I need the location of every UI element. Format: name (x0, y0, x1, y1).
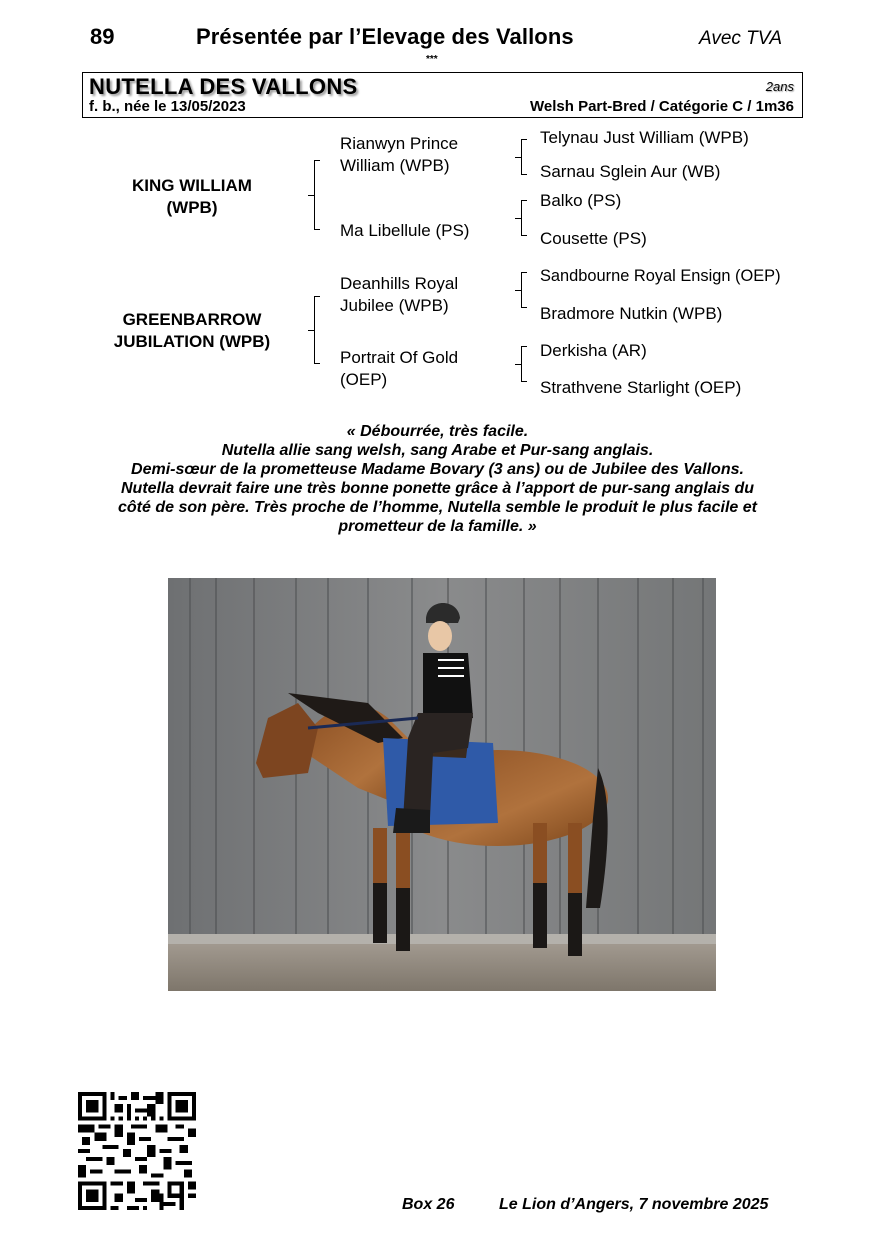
bracket-dd (521, 346, 527, 382)
pedigree-ss-line2: William (WPB) (340, 156, 450, 175)
pedigree-dd-line2: (OEP) (340, 370, 388, 389)
bracket-sire (314, 160, 320, 230)
pedigree-sss: Telynau Just William (WPB) (540, 128, 749, 147)
pedigree-sire (96, 175, 288, 219)
bracket-dam-tick (308, 330, 314, 331)
horse-breed: Welsh Part-Bred / Catégorie C / 1m36 (530, 98, 794, 115)
bracket-sd (521, 200, 527, 236)
horse-description (80, 422, 795, 536)
pedigree-sire-line1: KING WILLIAM (132, 176, 252, 195)
pedigree-dam-line1: GREENBARROW (122, 310, 262, 329)
pedigree-dsd: Bradmore Nutkin (WPB) (540, 304, 723, 323)
pedigree-dam-line2: JUBILATION (WPB) (113, 332, 271, 351)
bracket-ds (521, 272, 527, 308)
description-line: prometteur de la famille. » (338, 518, 537, 535)
bracket-dd-tick (515, 364, 521, 365)
horse-birth: f. b., née le 13/05/2023 (89, 98, 246, 115)
horse-name: NUTELLA DES VALLONS (89, 74, 358, 99)
pedigree-dds: Derkisha (AR) (540, 341, 647, 360)
pedigree-ds-line1: Deanhills Royal (340, 274, 459, 293)
pedigree-sire-line2: (WPB) (166, 198, 218, 217)
qr-code[interactable] (78, 1092, 196, 1210)
description-line: côté de son père. Très proche de l’homme, Nutella semble le produit le plus facile et (118, 499, 757, 516)
bracket-sd-tick (515, 218, 521, 219)
pedigree-ddd: Strathvene Starlight (OEP) (540, 378, 742, 397)
pedigree-ssd: Sarnau Sglein Aur (WB) (540, 162, 721, 181)
pedigree-dss: Sandbourne Royal Ensign (OEP) (540, 267, 781, 285)
horse-age: 2ans (765, 79, 794, 94)
description-line: Demi-sœur de la prometteuse Madame Bovary (3 ans) ou de Jubilee des Vallons. (131, 461, 744, 478)
pedigree-dd (340, 347, 458, 391)
sale-place-date: Le Lion d’Angers, 7 novembre 2025 (499, 1196, 769, 1213)
tax-status: Avec TVA (699, 28, 783, 49)
bracket-dam (314, 296, 320, 364)
description-line: « Débourrée, très facile. (346, 423, 529, 440)
horse-info-box (82, 72, 803, 118)
pedigree-dd-line1: Portrait Of Gold (340, 348, 459, 367)
presenter-title: Présentée par l’Elevage des Vallons (196, 24, 574, 49)
description-line: Nutella allie sang welsh, sang Arabe et Pur-sang anglais. (221, 442, 654, 459)
pedigree-ds-line2: Jubilee (WPB) (340, 296, 449, 315)
pedigree-sd: Ma Libellule (PS) (340, 221, 470, 240)
pedigree-sdd: Cousette (PS) (540, 229, 647, 248)
pedigree-ds (340, 273, 458, 317)
horse-photo (168, 578, 716, 991)
pedigree-ss (340, 133, 458, 177)
lot-number: 89 (90, 24, 115, 49)
pedigree-ss-line1: Rianwyn Prince (340, 134, 459, 153)
bracket-sire-tick (308, 195, 314, 196)
box-number: Box 26 (402, 1196, 455, 1213)
bracket-ss-tick (515, 157, 521, 158)
pedigree-dam (96, 309, 288, 353)
pedigree-sds: Balko (PS) (540, 191, 622, 210)
description-line: Nutella devrait faire une très bonne ponette grâce à l’apport de pur-sang anglais du (120, 480, 754, 497)
bracket-ds-tick (515, 290, 521, 291)
bracket-ss (521, 139, 527, 175)
separator-stars: *** (426, 54, 438, 65)
